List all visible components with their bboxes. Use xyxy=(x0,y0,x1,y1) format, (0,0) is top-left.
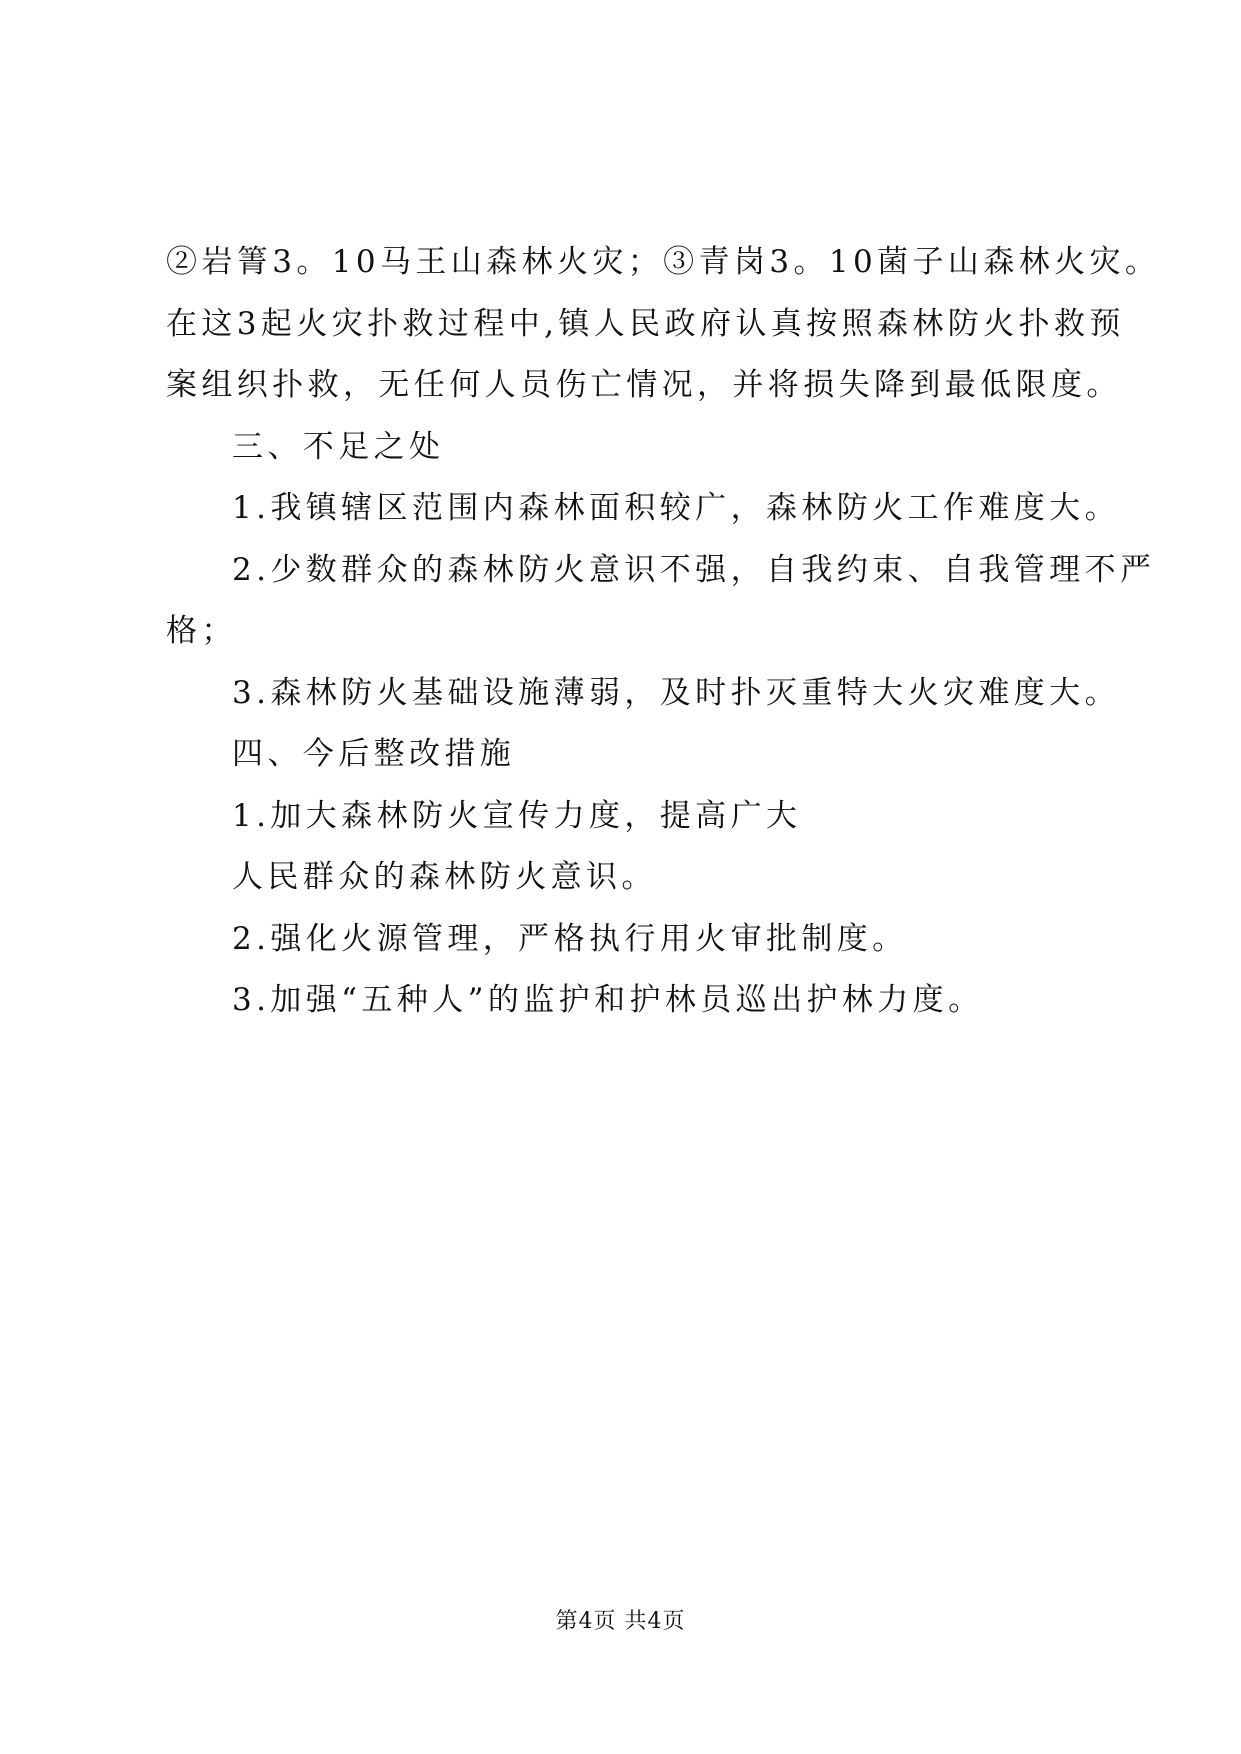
section-heading-measures: 四、今后整改措施 xyxy=(232,736,516,772)
list-item: 1.加大森林防火宣传力度，提高广大 xyxy=(232,797,802,834)
paragraph-line: 案组织扑救，无任何人员伤亡情况，并将损失降到最低限度。 xyxy=(166,367,1122,403)
list-item: 2.少数群众的森林防火意识不强，自我约束、自我管理不严 xyxy=(232,551,1156,588)
list-item-continuation: 人民群众的森林防火意识。 xyxy=(232,859,657,895)
list-item-continuation: 格； xyxy=(166,613,237,649)
paragraph-line: ②岩箐3。10马王山森林火灾；③青岗3。10菌子山森林火灾。 xyxy=(166,244,1161,280)
list-item: 1.我镇辖区范围内森林面积较广，森林防火工作难度大。 xyxy=(232,490,1120,526)
list-item: 3.加强“五种人”的监护和护林员巡出护林力度。 xyxy=(232,982,984,1018)
paragraph-line: 在这3起火灾扑救过程中,镇人民政府认真按照森林防火扑救预 xyxy=(166,305,1125,342)
section-heading-shortcomings: 三、不足之处 xyxy=(232,428,445,465)
list-item: 3.森林防火基础设施薄弱，及时扑灭重特大火灾难度大。 xyxy=(232,674,1120,711)
page-number-footer: 第4页 共4页 xyxy=(555,1609,686,1634)
document-body xyxy=(166,232,1161,1032)
list-item: 2.强化火源管理，严格执行用火审批制度。 xyxy=(232,920,908,957)
